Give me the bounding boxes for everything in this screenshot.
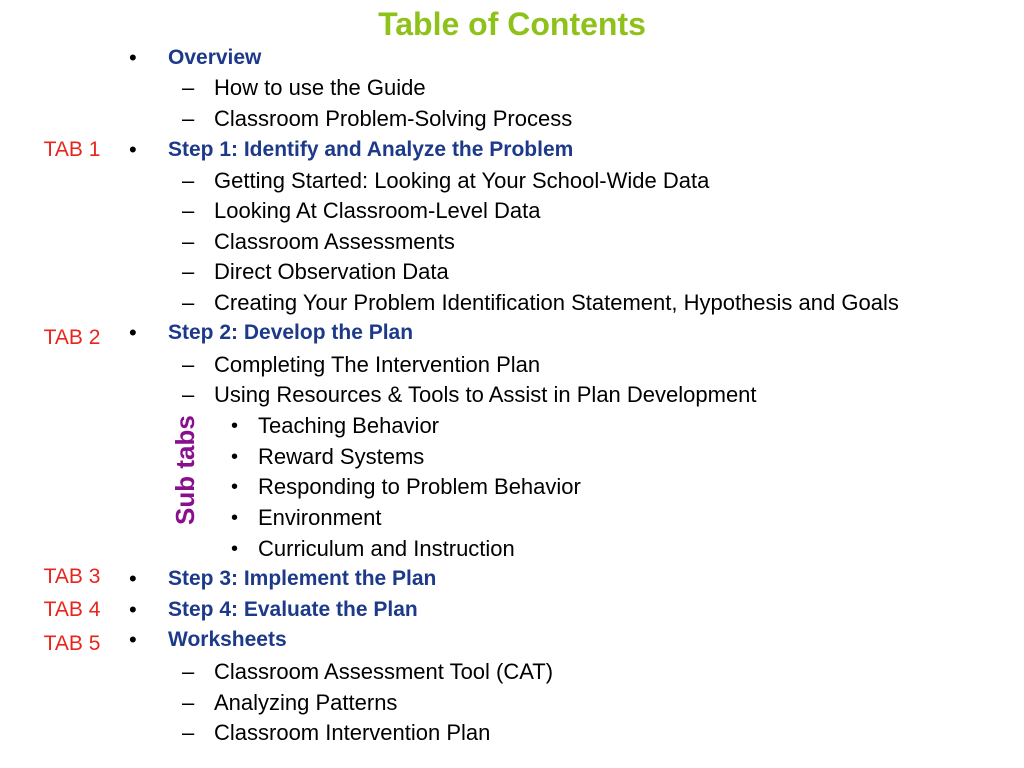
- toc-subitem-label: Teaching Behavior: [258, 413, 440, 438]
- tab-4-label: TAB 4: [43, 598, 101, 621]
- bullet-icon: •: [129, 566, 137, 591]
- toc-item-label: Classroom Assessment Tool (CAT): [214, 659, 554, 684]
- dash-icon: –: [182, 720, 195, 745]
- tab-5-label: TAB 5: [43, 632, 101, 655]
- toc-item-label: How to use the Guide: [214, 75, 426, 100]
- dash-icon: –: [182, 290, 195, 315]
- tab-1-label: TAB 1: [43, 138, 101, 161]
- toc-item-label: Getting Started: Looking at Your School-Wide Data: [214, 168, 710, 193]
- dash-icon: –: [182, 352, 195, 377]
- dash-icon: –: [182, 382, 195, 407]
- bullet-icon: •: [231, 507, 239, 529]
- dash-icon: –: [182, 659, 195, 684]
- section-heading-step3: Step 3: Implement the Plan: [168, 567, 437, 590]
- dash-icon: –: [182, 168, 195, 193]
- dash-icon: –: [182, 198, 195, 223]
- bullet-icon: •: [129, 45, 137, 70]
- dash-icon: –: [182, 106, 195, 131]
- bullet-icon: •: [231, 415, 239, 437]
- page-title: Table of Contents: [378, 6, 646, 42]
- toc-item-label: Looking At Classroom-Level Data: [214, 198, 541, 223]
- bullet-icon: •: [129, 137, 137, 162]
- dash-icon: –: [182, 75, 195, 100]
- toc-subitem-label: Responding to Problem Behavior: [258, 474, 581, 499]
- bullet-icon: •: [231, 538, 239, 560]
- toc-subitem-label: Environment: [258, 505, 382, 530]
- dash-icon: –: [182, 229, 195, 254]
- toc-item-label: Completing The Intervention Plan: [214, 352, 541, 377]
- toc-subitem-label: Reward Systems: [258, 444, 425, 469]
- toc-subitem-label: Curriculum and Instruction: [258, 536, 515, 561]
- dash-icon: –: [182, 259, 195, 284]
- toc-item-label: Classroom Problem-Solving Process: [214, 106, 573, 131]
- toc-item-label: Using Resources & Tools to Assist in Plan Development: [214, 382, 757, 407]
- sub-tabs-label: Sub tabs: [170, 415, 200, 525]
- bullet-icon: •: [231, 476, 239, 498]
- bullet-icon: •: [231, 446, 239, 468]
- dash-icon: –: [182, 690, 195, 715]
- section-heading-step2: Step 2: Develop the Plan: [168, 321, 414, 344]
- toc-item-label: Analyzing Patterns: [214, 690, 398, 715]
- toc-item-label: Creating Your Problem Identification Statement, Hypothesis and Goals: [214, 290, 899, 315]
- section-heading-step4: Step 4: Evaluate the Plan: [168, 598, 418, 621]
- tab-3-label: TAB 3: [43, 565, 101, 588]
- toc-item-label: Classroom Intervention Plan: [214, 720, 491, 745]
- toc-item-label: Classroom Assessments: [214, 229, 455, 254]
- toc-item-label: Direct Observation Data: [214, 259, 449, 284]
- section-heading-overview: Overview: [168, 46, 262, 69]
- tab-2-label: TAB 2: [43, 326, 101, 349]
- bullet-icon: •: [129, 627, 137, 652]
- section-heading-step1: Step 1: Identify and Analyze the Problem: [168, 138, 574, 161]
- bullet-icon: •: [129, 320, 137, 345]
- section-heading-worksheets: Worksheets: [168, 628, 287, 651]
- bullet-icon: •: [129, 597, 137, 622]
